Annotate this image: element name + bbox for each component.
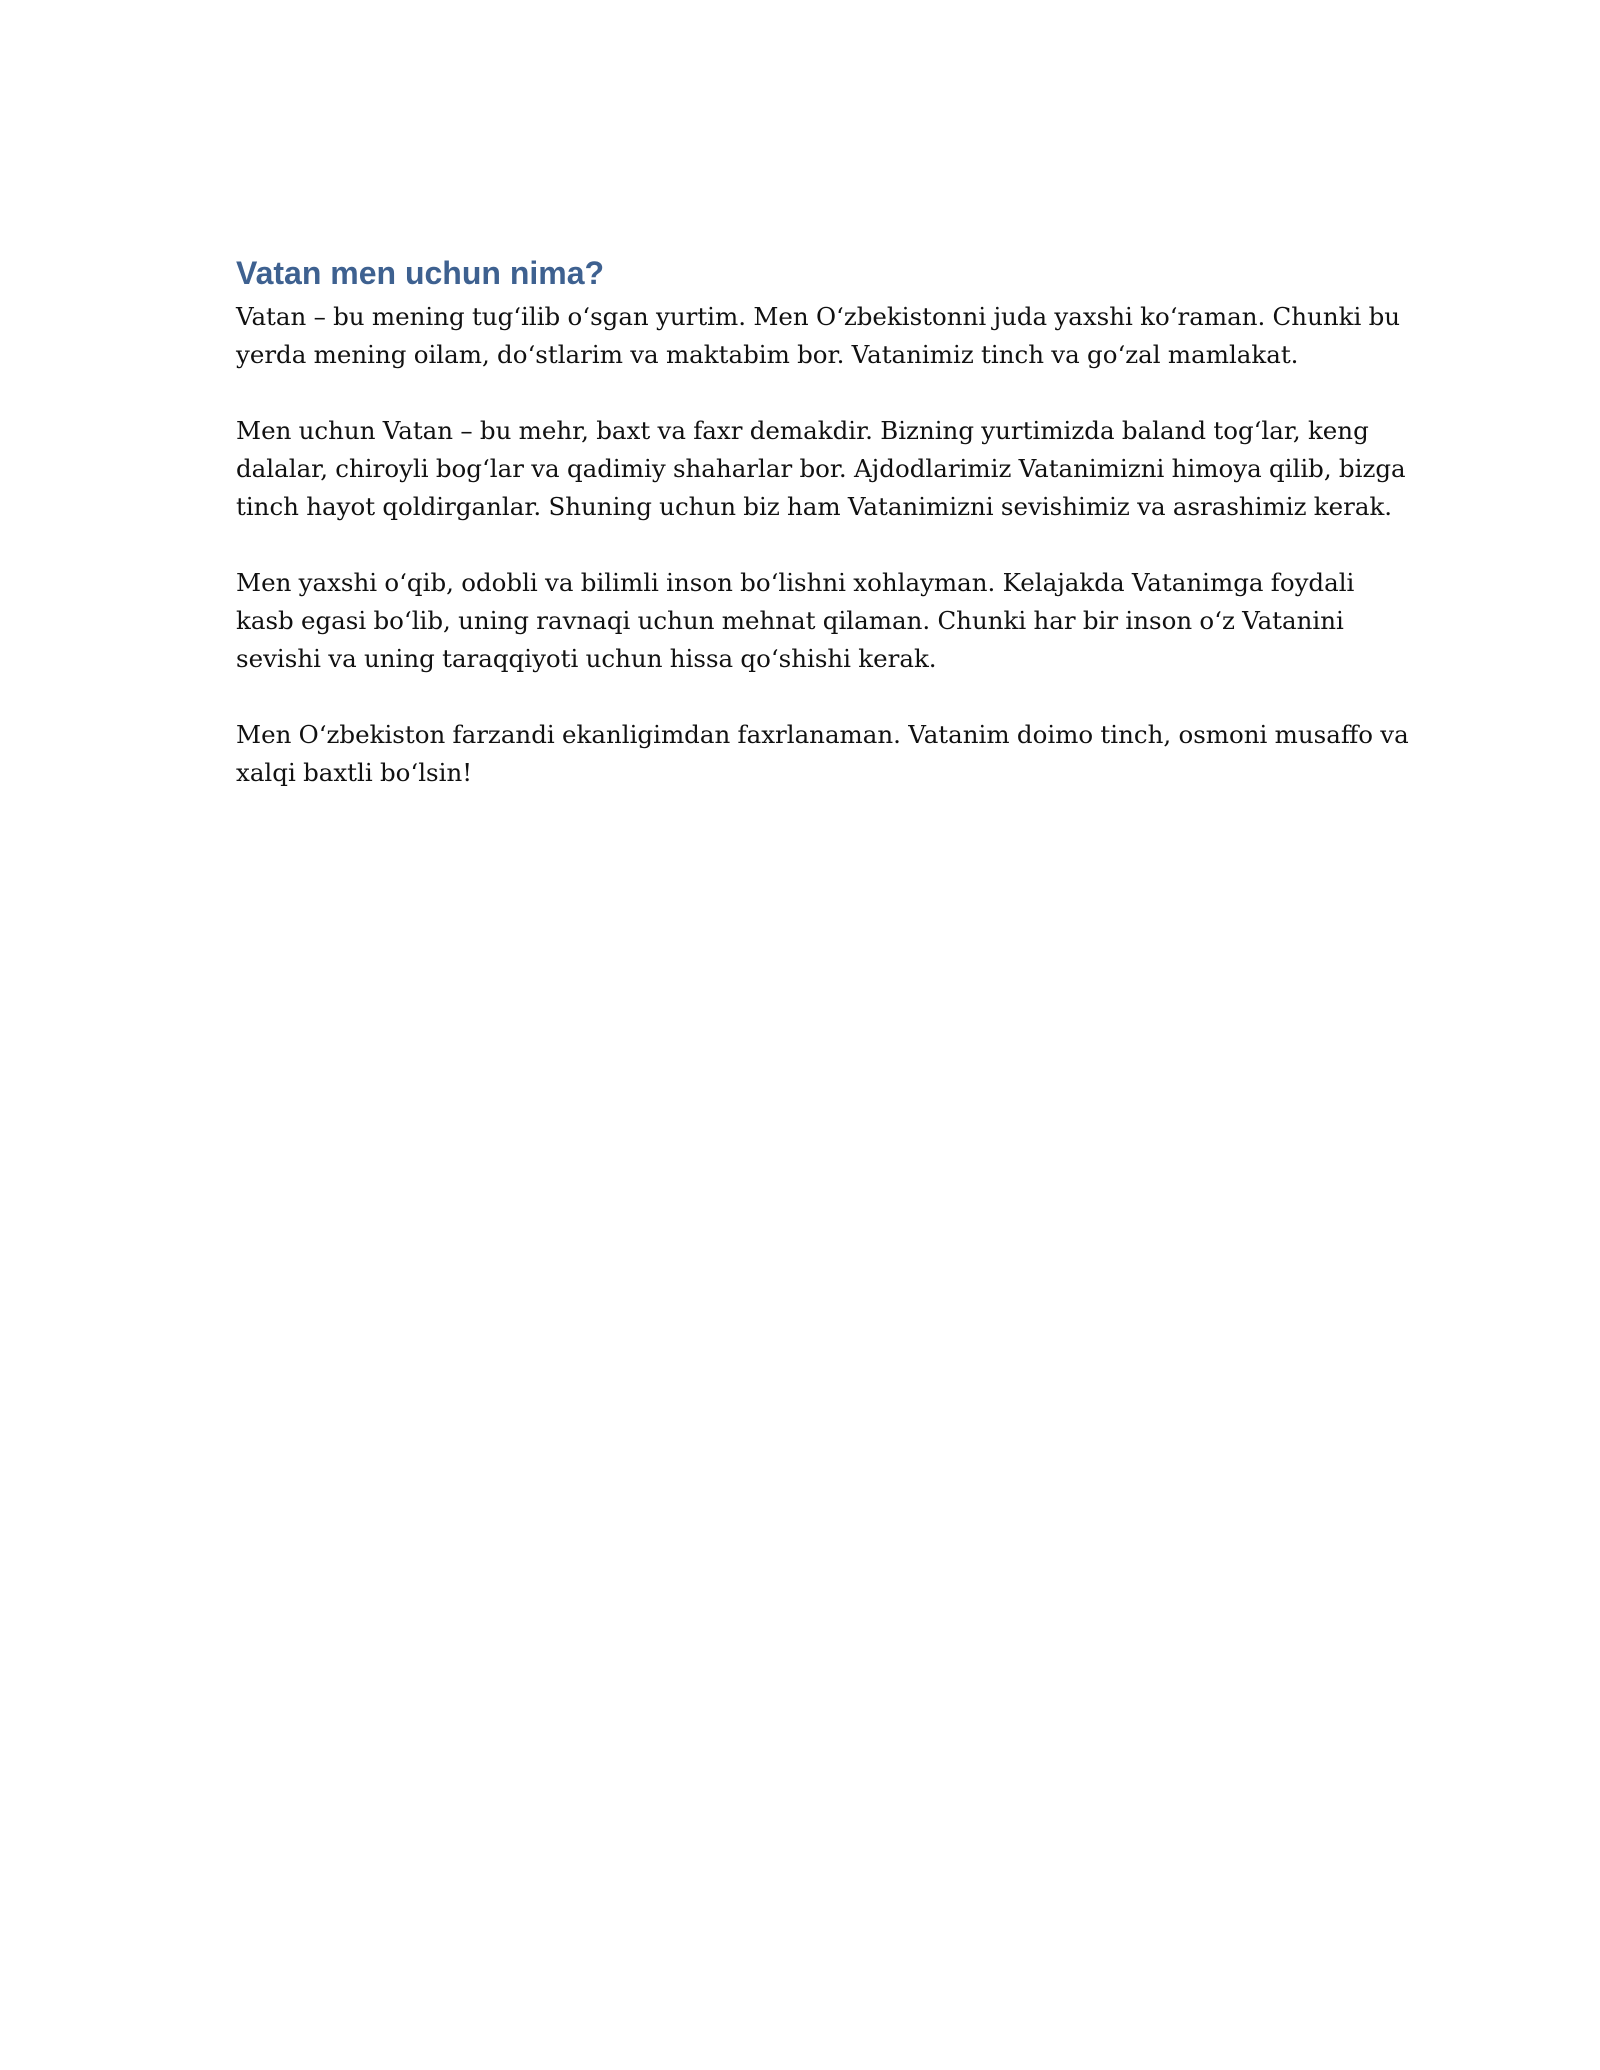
paragraph-line: sevishi va uning taraqqiyoti uchun hissa qo‘shishi kerak.: [236, 644, 937, 673]
paragraph-line: Men O‘zbekiston farzandi ekanligimdan faxrlanaman. Vatanim doimo tinch, osmoni musaffo va: [236, 720, 1409, 749]
document-body: [236, 248, 1409, 830]
paragraph-line: yerda mening oilam, do‘stlarim va maktabim bor. Vatanimiz tinch va go‘zal mamlakat.: [236, 340, 1299, 369]
paragraph-line: xalqi baxtli bo‘lsin!: [236, 758, 473, 787]
paragraph-line: tinch hayot qoldirganlar. Shuning uchun biz ham Vatanimizni sevishimiz va asrashimiz kerak.: [236, 492, 1393, 521]
paragraph-line: kasb egasi bo‘lib, uning ravnaqi uchun mehnat qilaman. Chunki har bir inson o‘z Vatanini: [236, 606, 1344, 635]
paragraph-1: [236, 298, 1401, 374]
paragraph-line: Men yaxshi o‘qib, odobli va bilimli inson bo‘lishni xohlayman. Kelajakda Vatanimga foydali: [236, 568, 1355, 597]
paragraph-3: [236, 564, 1366, 678]
paragraph-line: dalalar, chiroyli bog‘lar va qadimiy shaharlar bor. Ajdodlarimiz Vatanimizni himoya qilib, bizga: [236, 454, 1406, 483]
paragraph-2: [236, 412, 1406, 526]
paragraph-line: Men uchun Vatan – bu mehr, baxt va faxr demakdir. Bizning yurtimizda baland tog‘lar, keng: [236, 416, 1369, 445]
paragraph-line: Vatan – bu mening tug‘ilib o‘sgan yurtim. Men O‘zbekistonni juda yaxshi ko‘raman. Chunki bu: [236, 302, 1401, 331]
paragraph-4: [236, 716, 1409, 792]
document-title: Vatan men uchun nima?: [236, 255, 605, 291]
